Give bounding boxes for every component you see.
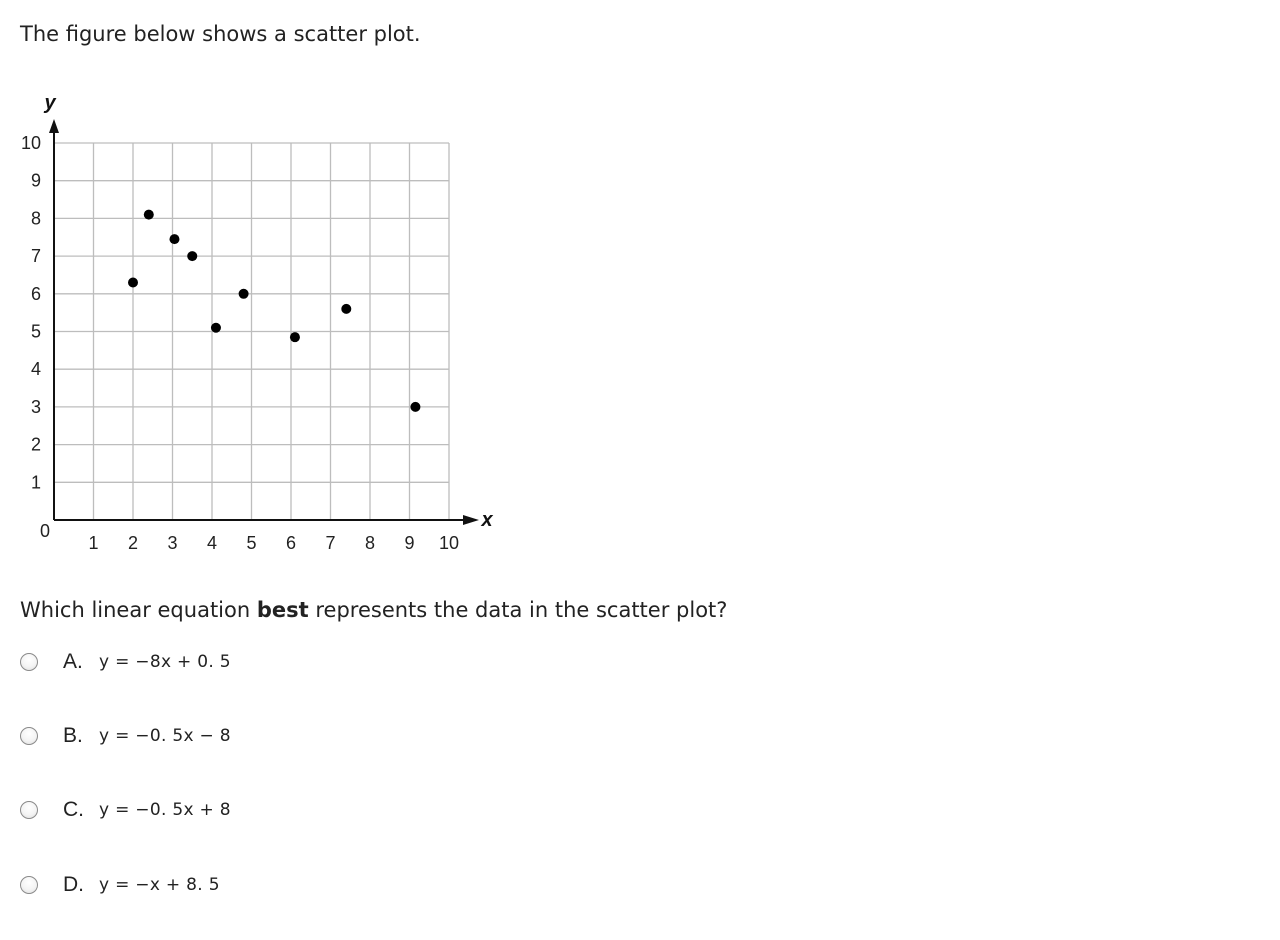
y-tick-label-2: 2 — [30, 434, 41, 455]
question-text — [20, 596, 727, 624]
y-tick-label-9: 9 — [30, 170, 41, 191]
radio-button-a[interactable] — [20, 653, 38, 671]
radio-button-c[interactable] — [20, 801, 38, 819]
data-point-1 — [128, 277, 138, 287]
x-tick-label-10: 10 — [438, 533, 460, 553]
y-tick-label-5: 5 — [30, 321, 41, 342]
option-letter-a: A. — [63, 650, 83, 673]
scatter-plot — [0, 0, 520, 580]
option-c[interactable] — [20, 795, 231, 825]
option-equation-a: y = −8x + 0. 5 — [99, 652, 231, 672]
x-tick-label-2: 2 — [127, 533, 139, 553]
data-point-4 — [187, 251, 197, 261]
data-point-9 — [410, 402, 420, 412]
x-tick-label-7: 7 — [325, 533, 336, 553]
option-equation-c: y = −0. 5x + 8 — [99, 800, 231, 820]
y-tick-label-1: 1 — [30, 472, 41, 493]
data-point-3 — [169, 234, 179, 244]
x-tick-label-4: 4 — [206, 533, 218, 553]
y-tick-label-6: 6 — [30, 283, 41, 304]
option-a[interactable] — [20, 647, 231, 677]
y-tick-label-4: 4 — [30, 359, 41, 380]
x-tick-label-6: 6 — [285, 533, 297, 553]
plot-grid — [54, 143, 449, 520]
question-text-end: represents the data in the scatter plot? — [308, 598, 728, 622]
y-tick-label-8: 8 — [30, 208, 41, 229]
data-point-6 — [239, 289, 249, 299]
y-axis-label: y — [44, 92, 56, 114]
x-tick-label-8: 8 — [364, 533, 376, 553]
data-point-5 — [211, 323, 221, 333]
x-tick-label-1: 1 — [88, 533, 99, 553]
option-letter-d: D. — [63, 873, 84, 896]
data-point-7 — [290, 332, 300, 342]
x-tick-label-9: 9 — [404, 533, 415, 553]
option-equation-b: y = −0. 5x − 8 — [99, 726, 231, 746]
intro-text: The figure below shows a scatter plot. — [20, 22, 421, 46]
y-tick-label-3: 3 — [30, 396, 41, 417]
question-emphasis: best — [256, 598, 309, 622]
data-point-8 — [341, 304, 351, 314]
option-equation-d: y = −x + 8. 5 — [99, 875, 220, 895]
question-text-start: Which linear equation — [20, 598, 257, 622]
y-axis-arrow-icon — [49, 119, 59, 133]
x-axis-label: x — [481, 509, 493, 531]
data-point-2 — [144, 210, 154, 220]
origin-label: 0 — [39, 521, 51, 541]
radio-button-d[interactable] — [20, 876, 38, 894]
plot-tick-labels — [21, 133, 459, 553]
x-tick-label-5: 5 — [246, 533, 257, 553]
option-b[interactable] — [20, 721, 231, 751]
option-letter-c: C. — [63, 798, 84, 821]
plot-axes — [43, 92, 493, 531]
option-letter-b: B. — [63, 724, 83, 747]
y-tick-label-10: 10 — [20, 133, 41, 153]
x-tick-label-3: 3 — [167, 533, 178, 553]
option-d[interactable] — [20, 870, 220, 900]
y-tick-label-7: 7 — [30, 246, 41, 267]
radio-button-b[interactable] — [20, 727, 38, 745]
x-axis-arrow-icon — [463, 515, 479, 525]
